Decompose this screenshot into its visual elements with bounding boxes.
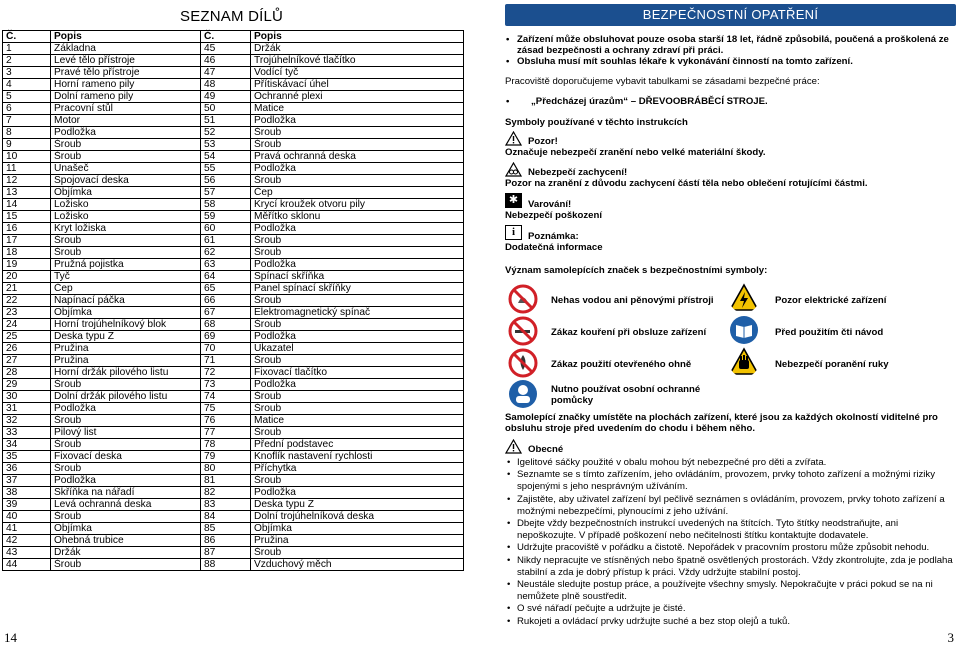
part-description-cell: Pravé tělo přístroje [51,67,201,79]
part-number-cell: 32 [3,415,51,427]
part-description-cell: Kryt ložiska [51,223,201,235]
symbol-varovani [505,193,956,221]
symbol-poznamka [505,225,956,253]
sign-label: Nebezpečí poranění ruky [775,359,889,370]
table-row [3,271,464,283]
table-row [3,79,464,91]
part-description-cell: Šroub [251,127,464,139]
part-number-cell: 23 [3,307,51,319]
part-description-cell: Horní trojúhelníkový blok [51,319,201,331]
part-number-cell: 9 [3,139,51,151]
part-description-cell: Šroub [251,403,464,415]
part-number-cell: 17 [3,235,51,247]
table-row [3,355,464,367]
signs-grid [505,280,956,406]
parts-table-header [3,31,464,43]
part-number-cell: 8 [3,127,51,139]
part-number-cell: 67 [201,307,251,319]
part-description-cell: Šroub [51,439,201,451]
part-description-cell: Deska typu Z [251,499,464,511]
part-description-cell: Objímka [51,307,201,319]
part-description-cell: Pružina [51,343,201,355]
part-number-cell: 80 [201,463,251,475]
part-number-cell: 49 [201,91,251,103]
part-number-cell: 60 [201,223,251,235]
part-number-cell: 82 [201,487,251,499]
table-row [3,151,464,163]
part-number-cell: 69 [201,331,251,343]
part-number-cell: 10 [3,151,51,163]
part-number-cell: 48 [201,79,251,91]
requirement-list [505,34,956,67]
table-row [3,535,464,547]
part-number-cell: 16 [3,223,51,235]
part-number-cell: 58 [201,199,251,211]
part-description-cell: Napínací páčka [51,295,201,307]
table-row [3,103,464,115]
list-item: • Igelitové sáčky použité v obalu mohou být nebezpečné pro děti a zvířata. [505,457,956,469]
part-number-cell: 57 [201,187,251,199]
part-number-cell: 75 [201,403,251,415]
damage-warning-icon: ✱ [505,193,522,208]
table-row [3,415,464,427]
part-number-cell: 19 [3,259,51,271]
table-row [3,235,464,247]
part-description-cell: Základna [51,43,201,55]
part-number-cell: 61 [201,235,251,247]
part-description-cell: Pružná pojistka [51,259,201,271]
part-number-cell: 35 [3,451,51,463]
part-number-cell: 59 [201,211,251,223]
part-description-cell: Podložka [251,379,464,391]
col-header-no: Č. [3,31,51,43]
table-row [3,379,464,391]
recommend-text: Pracoviště doporučujeme vybavit tabulkami se zásadami bezpečné práce: [505,76,820,87]
part-description-cell: Tyč [51,271,201,283]
page-number: 14 [4,630,17,645]
part-number-cell: 38 [3,487,51,499]
part-number-cell: 63 [201,259,251,271]
part-description-cell: Objímka [51,187,201,199]
sign-label: Zákaz použití otevřeného ohně [551,359,692,370]
part-number-cell: 68 [201,319,251,331]
warning-triangle-icon [505,131,522,146]
part-description-cell: Levé tělo přístroje [51,55,201,67]
part-number-cell: 70 [201,343,251,355]
part-number-cell: 77 [201,427,251,439]
table-row [3,175,464,187]
part-number-cell: 22 [3,295,51,307]
table-row [3,523,464,535]
table-row [3,283,464,295]
part-description-cell: Šroub [51,463,201,475]
part-description-cell: Deska typu Z [51,331,201,343]
sign-label: Nehas vodou ani pěnovými přístroji [551,295,714,306]
part-description-cell: Šroub [251,247,464,259]
part-number-cell: 87 [201,547,251,559]
part-description-cell: Šroub [251,295,464,307]
part-description-cell: Podložka [251,223,464,235]
symbol-title: Poznámka: [528,231,579,242]
part-number-cell: 27 [3,355,51,367]
part-number-cell: 64 [201,271,251,283]
part-description-cell: Čep [251,187,464,199]
no-open-flame-icon [508,348,538,378]
part-description-cell: Šroub [251,391,464,403]
part-number-cell: 83 [201,499,251,511]
part-number-cell: 86 [201,535,251,547]
sign-label: Před použitím čti návod [775,327,884,338]
table-row [3,391,464,403]
part-number-cell: 1 [3,43,51,55]
part-number-cell: 37 [3,475,51,487]
part-description-cell: Šroub [251,475,464,487]
part-description-cell: Čep [51,283,201,295]
part-description-cell: Šroub [51,235,201,247]
symbol-text: Pozor na zranění z důvodu zachycení částí těla nebo oblečení rotujícími částmi. [505,178,868,189]
table-row [3,115,464,127]
part-number-cell: 62 [201,247,251,259]
part-number-cell: 55 [201,163,251,175]
table-row [3,211,464,223]
part-number-cell: 45 [201,43,251,55]
info-icon: i [505,225,522,240]
part-description-cell: Pružina [251,535,464,547]
part-number-cell: 28 [3,367,51,379]
part-number-cell: 14 [3,199,51,211]
part-number-cell: 26 [3,343,51,355]
hand-injury-hazard-icon [729,347,759,377]
part-description-cell: Vzduchový měch [251,559,464,571]
sign-label: Nutno používat osobní ochranné pomůcky [551,384,701,406]
list-item: • Zařízení může obsluhovat pouze osoba starší 18 let, řádně způsobilá, poučená a proškolená ze zásad bezpečnosti a ochrany zdraví při práci. [505,34,956,56]
general-heading [505,439,956,455]
general-list [505,457,956,628]
part-description-cell: Pravá ochranná deska [251,151,464,163]
part-description-cell: Šroub [51,559,201,571]
table-row [3,139,464,151]
symbol-text: Dodatečná informace [505,242,603,253]
part-number-cell: 11 [3,163,51,175]
part-number-cell: 85 [201,523,251,535]
part-description-cell: Šroub [251,427,464,439]
table-row [3,223,464,235]
table-row [3,475,464,487]
list-item: • „Předcházej úrazům“ – DŘEVOOBRÁBĚCÍ STROJE. [505,96,956,107]
part-number-cell: 4 [3,79,51,91]
part-number-cell: 66 [201,295,251,307]
sticker-note: Samolepící značky umístěte na plochách zařízení, které jsou za každých okolností viditelné pro obsluhu stroje před uvedením do chodu i během něho. [505,412,938,434]
symbols-heading: Symboly používané v těchto instrukcích [505,117,688,128]
part-description-cell: Šroub [251,547,464,559]
table-row [3,427,464,439]
symbol-title: Varování! [528,199,572,210]
table-row [3,91,464,103]
table-row [3,451,464,463]
part-number-cell: 74 [201,391,251,403]
part-description-cell: Objímka [251,523,464,535]
part-description-cell: Pružina [51,355,201,367]
part-description-cell: Ohebná trubice [51,535,201,547]
col-header-desc: Popis [251,31,464,43]
part-number-cell: 47 [201,67,251,79]
part-description-cell: Šroub [51,151,201,163]
part-number-cell: 44 [3,559,51,571]
part-number-cell: 88 [201,559,251,571]
col-header-desc: Popis [51,31,201,43]
recommend-list [505,96,956,107]
protective-equipment-icon [508,379,538,409]
part-number-cell: 76 [201,415,251,427]
part-number-cell: 39 [3,499,51,511]
part-description-cell: Horní rameno pily [51,79,201,91]
part-description-cell: Šroub [51,379,201,391]
part-number-cell: 46 [201,55,251,67]
part-description-cell: Držák [51,547,201,559]
table-row [3,307,464,319]
part-description-cell: Šroub [51,415,201,427]
part-number-cell: 6 [3,103,51,115]
list-item: • Nikdy nepracujte ve stísněných nebo špatně osvětlených prostorách. Vždy zkontrolujte, zda je podlaha stabilní a zda je dobrý přístup k práci. Vždy udržujte stabilní postoj. [505,555,956,579]
part-description-cell: Šroub [251,355,464,367]
part-description-cell: Krycí kroužek otvoru pily [251,199,464,211]
part-description-cell: Podložka [251,115,464,127]
part-number-cell: 41 [3,523,51,535]
page-number: 3 [947,630,954,645]
parts-list-title: SEZNAM DÍLŮ [180,8,284,25]
parts-table [2,30,464,571]
part-description-cell: Příchytka [251,463,464,475]
part-description-cell: Ložisko [51,199,201,211]
part-description-cell: Matice [251,415,464,427]
part-description-cell: Spínací skříňka [251,271,464,283]
part-description-cell: Šroub [251,139,464,151]
part-number-cell: 5 [3,91,51,103]
general-title: Obecné [528,444,564,455]
part-description-cell: Dolní držák pilového listu [51,391,201,403]
symbol-title: Pozor! [528,136,558,147]
part-number-cell: 30 [3,391,51,403]
symbol-text: Nebezpečí poškození [505,210,603,221]
part-description-cell: Pracovní stůl [51,103,201,115]
part-number-cell: 25 [3,331,51,343]
part-number-cell: 7 [3,115,51,127]
part-number-cell: 42 [3,535,51,547]
part-number-cell: 2 [3,55,51,67]
symbol-pozor [505,131,956,158]
part-description-cell: Dolní trojúhelníková deska [251,511,464,523]
table-row [3,511,464,523]
list-item: • Obsluha musí mít souhlas lékaře k vykonávání činností na tomto zařízení. [505,56,956,67]
table-row [3,331,464,343]
part-description-cell: Šroub [51,247,201,259]
col-header-no: Č. [201,31,251,43]
part-number-cell: 13 [3,187,51,199]
sign-label: Zákaz kouření při obsluze zařízení [551,327,707,338]
part-description-cell: Elektromagnetický spínač [251,307,464,319]
part-description-cell: Podložka [251,163,464,175]
electric-hazard-icon [729,283,759,313]
part-description-cell: Podložka [51,475,201,487]
part-description-cell: Trojúhelníkové tlačítko [251,55,464,67]
table-row [3,295,464,307]
part-description-cell: Vodící tyč [251,67,464,79]
list-item: • Zajistěte, aby uživatel zařízení byl pečlivě seznámen s ovládáním, provozem, prvky tohoto zařízení a možnými nebezpečími, plynoucími z jeho užívání. [505,494,956,518]
part-number-cell: 65 [201,283,251,295]
part-description-cell: Ukazatel [251,343,464,355]
warning-triangle-icon [505,439,522,454]
part-description-cell: Šroub [251,175,464,187]
list-item: • Neustále sledujte postup práce, a používejte všechny smysly. Nepokračujte v práci pokud se na ni nemůžete plně soustředit. [505,579,956,603]
part-number-cell: 50 [201,103,251,115]
table-row [3,463,464,475]
part-description-cell: Přední podstavec [251,439,464,451]
part-description-cell: Šroub [251,235,464,247]
table-row [3,55,464,67]
part-number-cell: 40 [3,511,51,523]
part-description-cell: Šroub [251,319,464,331]
list-item: • O své nářadí pečujte a udržujte je čisté. [505,603,956,615]
table-row [3,499,464,511]
read-manual-icon [729,315,759,345]
table-row [3,559,464,571]
part-description-cell: Šroub [51,511,201,523]
part-number-cell: 72 [201,367,251,379]
part-description-cell: Horní držák pilového listu [51,367,201,379]
part-number-cell: 12 [3,175,51,187]
table-row [3,199,464,211]
table-row [3,67,464,79]
list-item: • Rukojeti a ovládací prvky udržujte suché a bez stop olejů a tuků. [505,616,956,628]
part-number-cell: 84 [201,511,251,523]
part-number-cell: 71 [201,355,251,367]
table-row [3,247,464,259]
table-row [3,127,464,139]
part-number-cell: 79 [201,451,251,463]
symbol-title: Nebezpečí zachycení! [528,167,628,178]
part-description-cell: Podložka [51,403,201,415]
part-number-cell: 29 [3,379,51,391]
part-description-cell: Podložka [251,331,464,343]
part-description-cell: Levá ochranná deska [51,499,201,511]
part-description-cell: Panel spínací skříňky [251,283,464,295]
list-item: • Dbejte vždy bezpečnostních instrukcí uvedených na štítcích. Tyto štítky neodstraňujte, ani nepoškozujte. V případě poškození nebo nečitelnosti štítku kontaktujte dodavatele. [505,518,956,542]
part-number-cell: 20 [3,271,51,283]
table-row [3,259,464,271]
part-number-cell: 3 [3,67,51,79]
table-row [3,343,464,355]
no-smoking-icon [508,316,538,346]
part-description-cell: Podložka [251,487,464,499]
part-number-cell: 56 [201,175,251,187]
part-description-cell: Knoflík nastavení rychlosti [251,451,464,463]
part-description-cell: Pilový list [51,427,201,439]
symbol-zachyceni [505,162,956,189]
safety-banner: BEZPEČNOSTNÍ OPATŘENÍ [505,4,956,26]
part-description-cell: Objímka [51,523,201,535]
right-page [505,4,956,628]
table-row [3,403,464,415]
part-number-cell: 81 [201,475,251,487]
entanglement-warning-icon [505,162,522,177]
table-row [3,547,464,559]
part-description-cell: Matice [251,103,464,115]
table-row [3,43,464,55]
part-description-cell: Přítiskávací úhel [251,79,464,91]
table-row [3,439,464,451]
part-number-cell: 53 [201,139,251,151]
list-item: • Udržujte pracoviště v pořádku a čistotě. Nepořádek v pracovním prostoru může způsobit nehodu. [505,542,956,554]
part-description-cell: Fixovací tlačítko [251,367,464,379]
part-description-cell: Motor [51,115,201,127]
part-description-cell: Ložisko [51,211,201,223]
part-number-cell: 51 [201,115,251,127]
part-description-cell: Fixovací deska [51,451,201,463]
table-row [3,163,464,175]
part-description-cell: Podložka [51,127,201,139]
part-number-cell: 31 [3,403,51,415]
part-description-cell: Ochranné plexi [251,91,464,103]
part-description-cell: Měřítko sklonu [251,211,464,223]
list-item: • Seznamte se s tímto zařízením, jeho ovládáním, provozem, prvky tohoto zařízení a možnými riziky spojenými s jeho nesprávným užíváním. [505,469,956,493]
table-row [3,187,464,199]
part-description-cell: Spojovací deska [51,175,201,187]
part-description-cell: Podložka [251,259,464,271]
part-description-cell: Šroub [51,139,201,151]
part-number-cell: 43 [3,547,51,559]
part-number-cell: 15 [3,211,51,223]
part-number-cell: 78 [201,439,251,451]
symbol-text: Označuje nebezpečí zranění nebo velké materiální škody. [505,147,766,158]
table-row [3,487,464,499]
part-description-cell: Skříňka na nářadí [51,487,201,499]
part-number-cell: 52 [201,127,251,139]
part-description-cell: Dolní rameno pily [51,91,201,103]
part-number-cell: 54 [201,151,251,163]
signs-heading: Význam samolepících značek s bezpečnostními symboly: [505,265,768,276]
part-number-cell: 21 [3,283,51,295]
table-row [3,319,464,331]
part-number-cell: 33 [3,427,51,439]
sign-label: Pozor elektrické zařízení [775,295,887,306]
table-row [3,367,464,379]
no-water-extinguish-icon [508,284,538,314]
part-number-cell: 24 [3,319,51,331]
part-number-cell: 73 [201,379,251,391]
part-description-cell: Držák [251,43,464,55]
part-number-cell: 34 [3,439,51,451]
part-number-cell: 18 [3,247,51,259]
part-number-cell: 36 [3,463,51,475]
part-description-cell: Unašeč [51,163,201,175]
